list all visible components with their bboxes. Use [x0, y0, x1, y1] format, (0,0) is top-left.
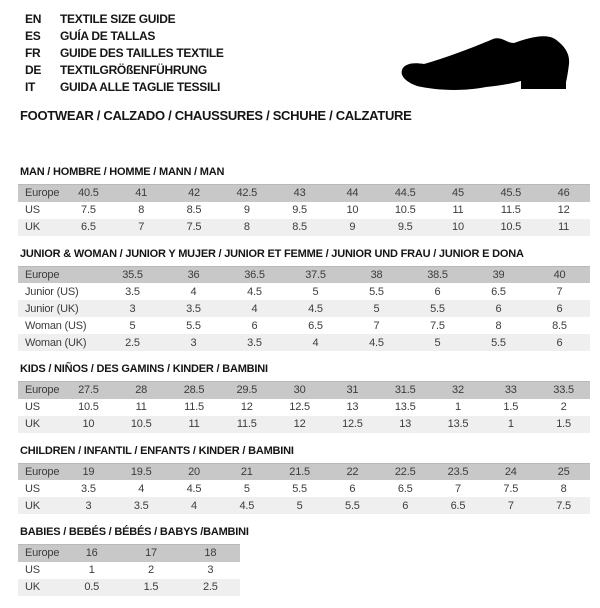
size-cell: 10.5 [500, 221, 522, 233]
size-row [18, 202, 590, 219]
language-row [25, 78, 224, 95]
size-cell: 8 [495, 319, 502, 332]
language-label: TEXTILE SIZE GUIDE [60, 11, 176, 26]
size-cell: 37.5 [305, 268, 326, 281]
row-label: UK [25, 221, 40, 233]
size-row [18, 399, 590, 416]
size-cell: 5.5 [292, 482, 307, 495]
size-cell: 4.5 [308, 302, 323, 315]
size-row [18, 382, 590, 399]
size-cell: 40.5 [78, 187, 99, 200]
size-cell: 35.5 [122, 268, 143, 281]
size-row [18, 562, 240, 579]
size-cell: 5 [296, 499, 303, 512]
language-label: GUIDE DES TAILLES TEXTILE [60, 45, 224, 60]
language-code: ES [25, 28, 41, 43]
size-cell: 1 [88, 564, 95, 576]
language-code: DE [25, 62, 42, 77]
size-row [18, 283, 590, 300]
size-cell: 6.5 [491, 285, 506, 298]
row-label: Europe [25, 384, 60, 397]
size-cell: 5.5 [491, 336, 506, 349]
section-title: JUNIOR & WOMAN / JUNIOR Y MUJER / JUNIOR ET FEMME / JUNIOR UND FRAU / JUNIOR E DONA [20, 247, 524, 260]
size-cell: 3.5 [125, 285, 140, 298]
size-cell: 42.5 [236, 187, 258, 200]
row-label: US [25, 401, 40, 413]
size-cell: 7.5 [430, 319, 445, 332]
size-cell: 18 [204, 547, 217, 560]
size-cell: 7 [556, 285, 563, 298]
size-cell: 41 [135, 187, 148, 200]
size-cell: 36.5 [244, 268, 265, 281]
size-cell: 7.5 [503, 482, 519, 495]
size-cell: 8.5 [186, 204, 202, 216]
size-table-section [18, 166, 590, 236]
language-code: IT [25, 79, 36, 94]
size-row [18, 266, 590, 283]
size-cell: 6 [402, 499, 409, 512]
language-label: GUIDA ALLE TAGLIE TESSILI [60, 79, 221, 94]
size-cell: 7 [455, 482, 461, 495]
size-cell: 6.5 [397, 482, 413, 495]
size-cell: 3.5 [133, 499, 149, 512]
size-row [18, 579, 240, 596]
size-cell: 19 [82, 465, 95, 478]
size-tables [18, 166, 590, 608]
size-cell: 4.5 [247, 285, 262, 298]
size-cell: 8.5 [552, 319, 567, 332]
size-row [18, 334, 590, 351]
row-label: Europe [25, 187, 60, 200]
size-cell: 22 [346, 465, 359, 478]
size-cell: 38.5 [427, 268, 448, 281]
section-title: BABIES / BEBÉS / BÉBÉS / BABYS /BAMBINI [20, 526, 249, 538]
size-table [18, 266, 590, 352]
section-title: CHILDREN / INFANTIL / ENFANTS / KINDER / BAMBINI [20, 444, 294, 457]
size-cell: 10.5 [394, 204, 416, 216]
size-cell: 7.5 [81, 204, 96, 216]
size-cell: 3 [207, 564, 214, 576]
size-cell: 12 [240, 401, 253, 413]
size-cell: 4.5 [186, 482, 202, 495]
section-title: KIDS / NIÑOS / DES GAMINS / KINDER / BAMBINI [20, 363, 268, 375]
size-cell: 5 [312, 285, 319, 298]
size-cell: 4 [191, 499, 197, 512]
size-cell: 6 [434, 285, 441, 298]
size-cell: 6 [251, 319, 258, 332]
size-cell: 6 [556, 302, 563, 315]
size-cell: 44 [346, 187, 359, 200]
size-cell: 3.5 [81, 482, 96, 495]
size-cell: 5 [129, 319, 136, 332]
size-cell: 6 [495, 302, 502, 315]
size-table-section [18, 248, 590, 352]
size-cell: 16 [85, 547, 98, 560]
size-cell: 45.5 [500, 187, 522, 200]
size-cell: 2.5 [202, 581, 218, 593]
row-label: Europe [25, 547, 60, 560]
size-row [18, 497, 590, 514]
size-cell: 10.5 [78, 401, 99, 413]
size-cell: 21.5 [289, 465, 310, 478]
size-cell: 12.5 [289, 401, 310, 413]
size-cell: 27.5 [78, 384, 99, 397]
size-table [18, 381, 590, 433]
size-cell: 19.5 [130, 465, 152, 478]
row-label: Woman (UK) [25, 336, 87, 349]
size-cell: 1 [455, 401, 461, 413]
size-cell: 12 [557, 204, 570, 216]
size-table [18, 544, 240, 596]
row-label: Europe [25, 465, 60, 478]
size-cell: 11 [452, 204, 464, 216]
language-code: EN [25, 11, 42, 26]
size-table [18, 184, 590, 236]
size-cell: 13 [346, 401, 359, 413]
size-cell: 10 [452, 221, 464, 233]
size-cell: 7.5 [186, 221, 202, 233]
size-cell: 13.5 [447, 418, 469, 430]
size-row [18, 185, 590, 202]
size-row [18, 463, 590, 480]
size-cell: 1.5 [556, 418, 571, 430]
size-cell: 6.5 [81, 221, 96, 233]
size-cell: 0.5 [84, 581, 100, 593]
size-cell: 12.5 [342, 418, 363, 430]
size-cell: 8 [243, 221, 250, 233]
size-cell: 25 [557, 465, 570, 478]
size-cell: 5.5 [345, 499, 360, 512]
size-table [18, 463, 590, 515]
size-cell: 30 [293, 384, 306, 397]
size-cell: 4 [138, 482, 145, 495]
language-label: TEXTILGRÖßENFÜHRUNG [60, 62, 207, 77]
row-label: Europe [25, 268, 60, 281]
row-label: UK [25, 499, 40, 512]
size-cell: 45 [452, 187, 464, 200]
size-cell: 9 [349, 221, 356, 233]
size-cell: 11.5 [236, 418, 257, 430]
row-label: US [25, 564, 40, 576]
size-cell: 33.5 [553, 384, 574, 397]
size-cell: 12 [293, 418, 306, 430]
size-cell: 23.5 [447, 465, 469, 478]
size-cell: 4.5 [369, 336, 384, 349]
size-cell: 21 [240, 465, 253, 478]
size-cell: 1.5 [143, 581, 159, 593]
size-cell: 29.5 [236, 384, 258, 397]
size-cell: 8 [560, 482, 567, 495]
size-cell: 6.5 [308, 319, 323, 332]
size-cell: 4 [312, 336, 319, 349]
size-cell: 7 [373, 319, 380, 332]
size-cell: 3 [190, 336, 197, 349]
size-cell: 3.5 [247, 336, 262, 349]
size-cell: 5.5 [430, 302, 445, 315]
size-table-section [18, 445, 590, 515]
size-cell: 6 [349, 482, 356, 495]
size-cell: 4 [190, 285, 197, 298]
size-cell: 10 [82, 418, 95, 430]
row-label: UK [25, 418, 40, 430]
size-row [18, 545, 240, 562]
size-row [18, 219, 590, 236]
size-cell: 3 [85, 499, 92, 512]
size-cell: 6.5 [450, 499, 466, 512]
size-cell: 36 [187, 268, 200, 281]
size-cell: 42 [188, 187, 200, 200]
size-cell: 5 [243, 482, 250, 495]
size-cell: 5.5 [369, 285, 384, 298]
size-row [18, 317, 590, 334]
row-label: Woman (US) [25, 319, 87, 332]
size-cell: 9.5 [397, 221, 413, 233]
size-cell: 32 [452, 384, 464, 397]
size-cell: 8.5 [292, 221, 307, 233]
size-cell: 11 [558, 221, 570, 233]
category-heading: FOOTWEAR / CALZADO / CHAUSSURES / SCHUHE / CALZATURE [20, 108, 412, 123]
size-cell: 3 [129, 302, 136, 315]
size-row [18, 416, 590, 433]
size-cell: 31.5 [394, 384, 416, 397]
size-cell: 2 [148, 564, 154, 576]
language-row [25, 44, 224, 61]
size-cell: 28 [135, 384, 148, 397]
size-row [18, 300, 590, 317]
size-cell: 11.5 [184, 401, 204, 413]
size-cell: 5 [434, 336, 441, 349]
size-cell: 4 [251, 302, 258, 315]
size-cell: 6 [556, 336, 563, 349]
row-label: Junior (US) [25, 285, 79, 298]
size-cell: 10.5 [130, 418, 152, 430]
size-table-section [18, 363, 590, 433]
size-cell: 10 [346, 204, 359, 216]
size-cell: 20 [188, 465, 200, 478]
size-cell: 4.5 [239, 499, 255, 512]
row-label: US [25, 204, 40, 216]
size-cell: 5 [373, 302, 380, 315]
row-label: UK [25, 581, 40, 593]
language-code: FR [25, 45, 41, 60]
size-cell: 11 [188, 418, 200, 430]
size-cell: 13.5 [394, 401, 416, 413]
size-cell: 7 [138, 221, 145, 233]
size-table-section [18, 526, 590, 596]
size-cell: 2 [560, 401, 567, 413]
language-row [25, 10, 224, 27]
language-list [25, 10, 224, 95]
size-cell: 31 [346, 384, 359, 397]
size-cell: 22.5 [394, 465, 416, 478]
row-label: Junior (UK) [25, 302, 79, 315]
size-cell: 7.5 [556, 499, 571, 512]
section-title: MAN / HOMBRE / HOMME / MANN / MAN [20, 166, 225, 178]
language-label: GUÍA DE TALLAS [60, 28, 156, 43]
size-cell: 38 [370, 268, 383, 281]
size-cell: 40 [553, 268, 566, 281]
size-row [18, 480, 590, 497]
size-cell: 39 [492, 268, 505, 281]
size-cell: 2.5 [125, 336, 140, 349]
size-cell: 17 [145, 547, 157, 560]
size-cell: 11.5 [500, 204, 521, 216]
language-row [25, 61, 224, 78]
size-cell: 44.5 [394, 187, 416, 200]
size-cell: 43 [293, 187, 306, 200]
size-cell: 3.5 [186, 302, 201, 315]
size-cell: 7 [507, 499, 514, 512]
size-cell: 28.5 [183, 384, 205, 397]
row-label: US [25, 482, 40, 495]
size-cell: 1.5 [503, 401, 519, 413]
size-cell: 13 [399, 418, 412, 430]
size-cell: 24 [504, 465, 517, 478]
size-cell: 11 [135, 401, 147, 413]
size-cell: 5.5 [186, 319, 201, 332]
size-cell: 1 [507, 418, 514, 430]
language-row [25, 27, 224, 44]
size-cell: 46 [557, 187, 570, 200]
size-cell: 9.5 [292, 204, 307, 216]
size-cell: 33 [504, 384, 517, 397]
shoe-icon [390, 20, 590, 110]
size-cell: 8 [138, 204, 145, 216]
size-cell: 9 [243, 204, 250, 216]
